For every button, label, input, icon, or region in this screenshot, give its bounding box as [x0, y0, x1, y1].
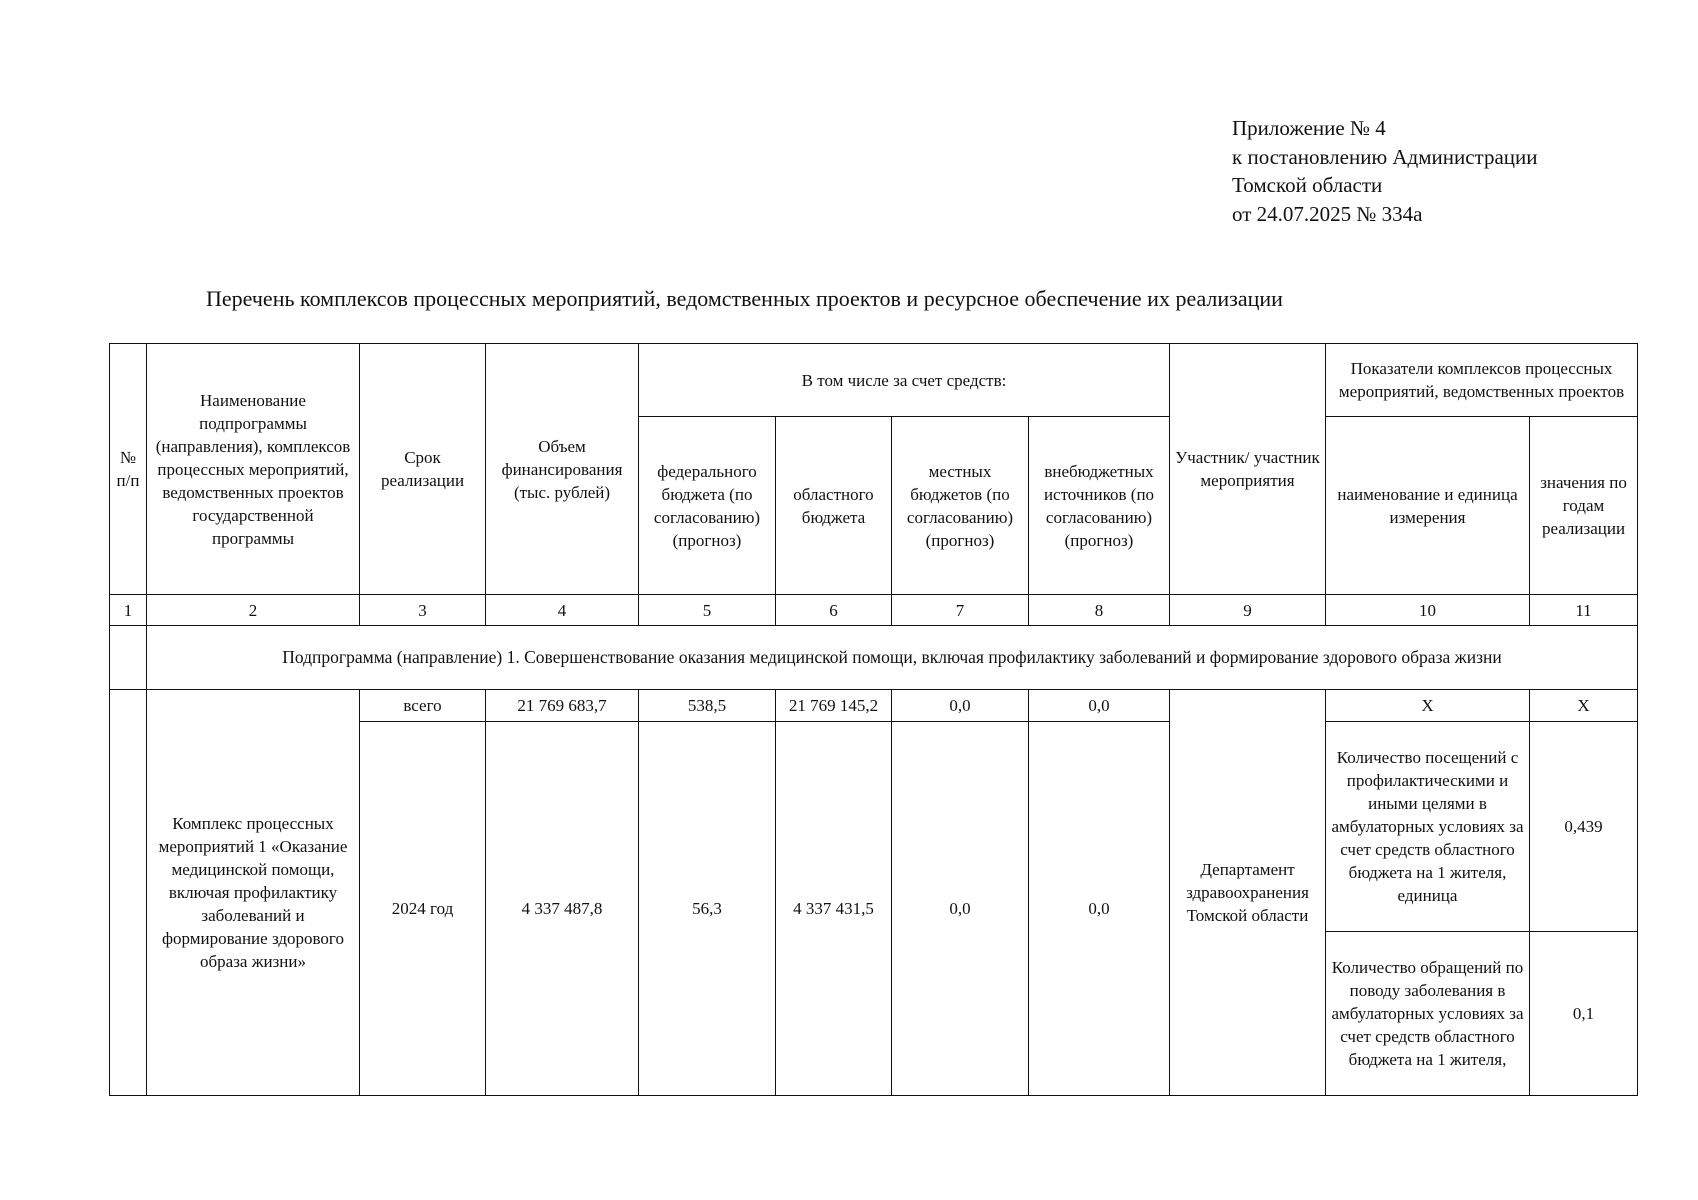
year-extrabudget: 0,0	[1029, 722, 1170, 1096]
header-col-7: местных бюджетов (по согласованию) (прогноз)	[892, 417, 1029, 595]
document-title: Перечень комплексов процессных мероприятий, ведомственных проектов и ресурсное обеспечение их реализации	[206, 286, 1283, 311]
header-col-1: № п/п	[110, 344, 147, 595]
column-number: 9	[1170, 595, 1326, 626]
complex-number-cell	[110, 690, 147, 1096]
column-number: 7	[892, 595, 1029, 626]
header-funding-group: В том числе за счет средств:	[639, 344, 1170, 417]
column-number: 8	[1029, 595, 1170, 626]
subprogram-row	[110, 626, 1638, 690]
year-period: 2024 год	[360, 722, 486, 1096]
header-indicators-group: Показатели комплексов процессных мероприятий, ведомственных проектов	[1326, 344, 1638, 417]
header-col-11: значения по годам реализации	[1530, 417, 1638, 595]
indicator-name: Количество обращений по поводу заболевания в амбулаторных условиях за счет средств областного бюджета на 1 жителя,	[1326, 932, 1530, 1096]
subprogram-number-cell	[110, 626, 147, 690]
annex-line-1: Приложение № 4	[1232, 116, 1386, 140]
column-number: 5	[639, 595, 776, 626]
annex-block	[1232, 114, 1538, 228]
column-number: 6	[776, 595, 892, 626]
column-number: 2	[147, 595, 360, 626]
subprogram-title: Подпрограмма (направление) 1. Совершенствование оказания медицинской помощи, включая профилактику заболеваний и формирование здорового образа жизни	[147, 626, 1638, 690]
total-indicator-value: Х	[1530, 690, 1638, 722]
header-col-4: Объем финансирования (тыс. рублей)	[486, 344, 639, 595]
annex-line-2: к постановлению Администрации	[1232, 144, 1538, 169]
column-number: 4	[486, 595, 639, 626]
header-col-10: наименование и единица измерения	[1326, 417, 1530, 595]
header-col-2: Наименование подпрограммы (направления), комплексов процессных мероприятий, ведомственных проектов государственной программы	[147, 344, 360, 595]
column-number: 11	[1530, 595, 1638, 626]
complex-name: Комплекс процессных мероприятий 1 «Оказание медицинской помощи, включая профилактику заболеваний и формирование здорового образа жизни»	[147, 690, 360, 1096]
year-volume: 4 337 487,8	[486, 722, 639, 1096]
indicator-value: 0,439	[1530, 722, 1638, 932]
annex-line-3: Томской области	[1232, 173, 1383, 197]
participant: Департамент здравоохранения Томской области	[1170, 690, 1326, 1096]
annex-line-4: от 24.07.2025 № 334а	[1232, 201, 1423, 226]
total-regional: 21 769 145,2	[776, 690, 892, 722]
total-indicator-name: Х	[1326, 690, 1530, 722]
header-col-8: внебюджетных источников (по согласованию) (прогноз)	[1029, 417, 1170, 595]
column-number-row	[110, 595, 1638, 626]
header-col-9: Участник/ участник мероприятия	[1170, 344, 1326, 595]
header-col-3: Срок реализации	[360, 344, 486, 595]
year-local: 0,0	[892, 722, 1029, 1096]
column-number: 1	[110, 595, 147, 626]
program-table	[109, 343, 1638, 1096]
column-number: 10	[1326, 595, 1530, 626]
indicator-name: Количество посещений с профилактическими и иными целями в амбулаторных условиях за счет средств областного бюджета на 1 жителя, единица	[1326, 722, 1530, 932]
header-col-6: областного бюджета	[776, 417, 892, 595]
total-extrabudget: 0,0	[1029, 690, 1170, 722]
total-federal: 538,5	[639, 690, 776, 722]
total-local: 0,0	[892, 690, 1029, 722]
year-regional: 4 337 431,5	[776, 722, 892, 1096]
total-row	[110, 690, 1638, 722]
column-number: 3	[360, 595, 486, 626]
header-col-5: федерального бюджета (по согласованию) (прогноз)	[639, 417, 776, 595]
total-period: всего	[360, 690, 486, 722]
total-volume: 21 769 683,7	[486, 690, 639, 722]
year-federal: 56,3	[639, 722, 776, 1096]
indicator-value: 0,1	[1530, 932, 1638, 1096]
